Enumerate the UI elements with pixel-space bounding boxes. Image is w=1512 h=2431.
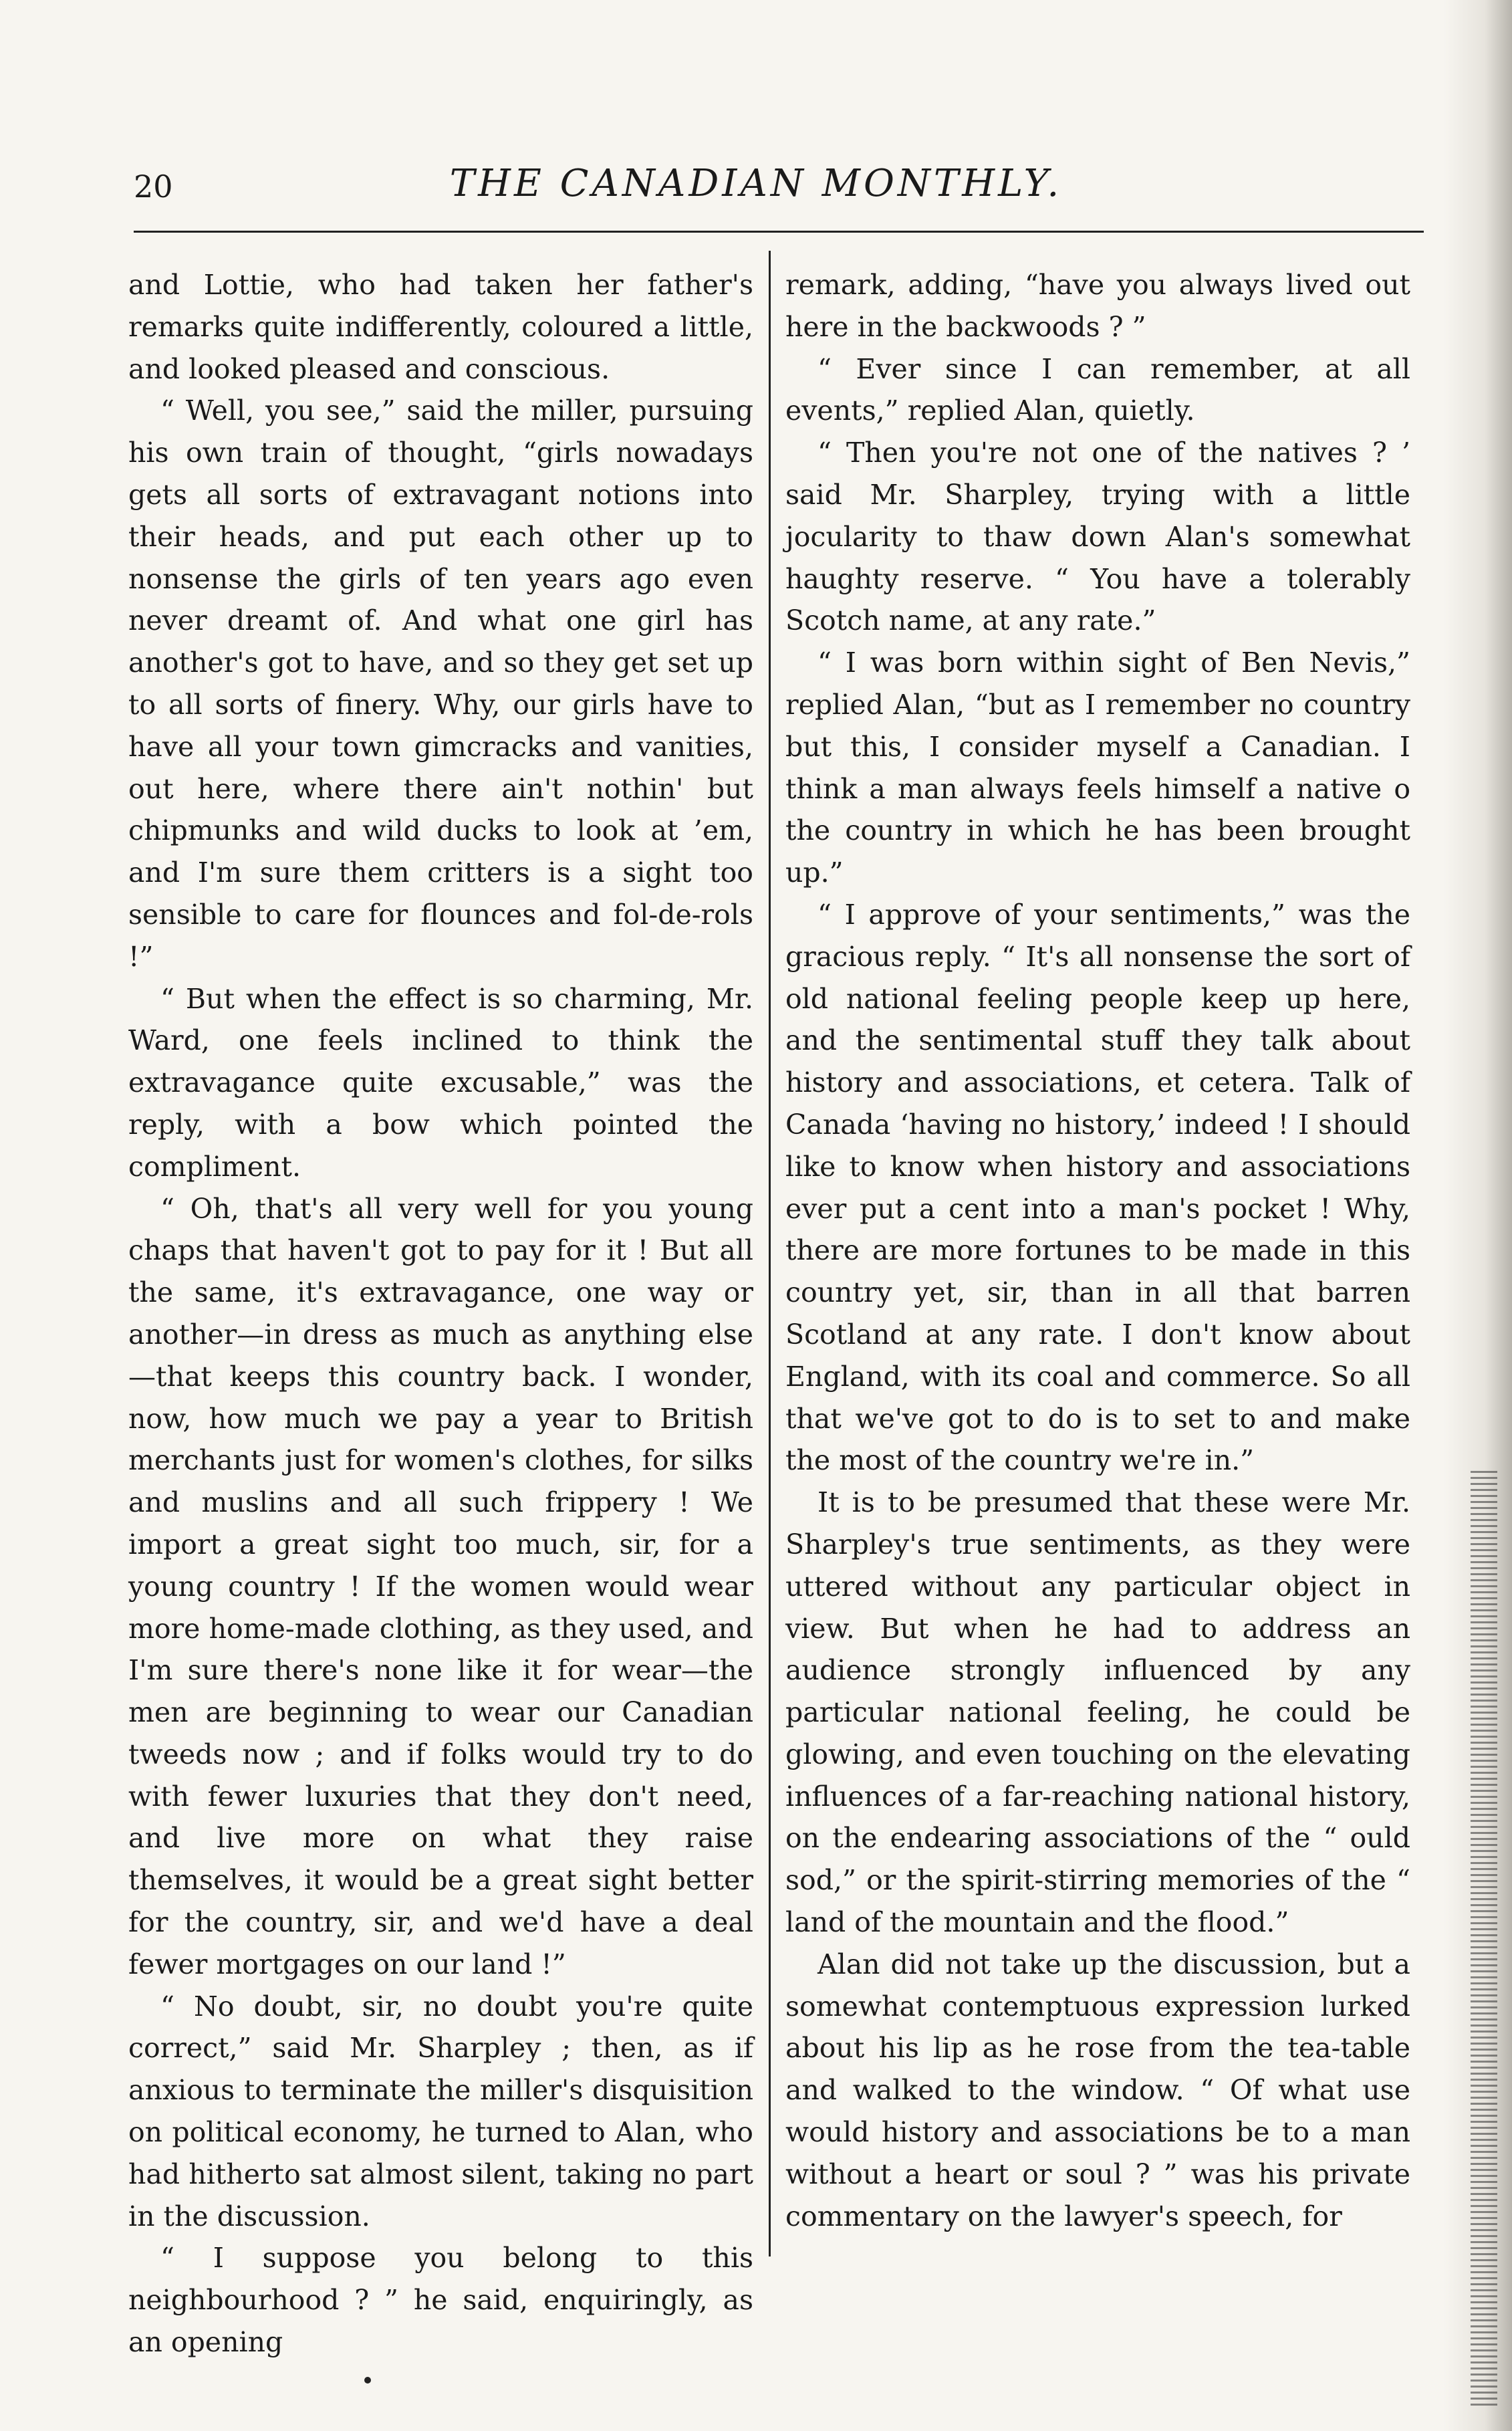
paragraph: “ I approve of your sentiments,” was the gracious reply. “ It's all nonsense the sort of old national feeling people keep up here, and the sentimental stuff they talk about history and associations, et cetera. Talk of Canada ‘having no history,’ indeed ! I should like to know when history and associations ever put a cent into a man's pocket ! Why, there are more fortunes to be made in this country yet, sir, than in all that barren Scotland at any rate. I don't know about England, with its coal and commerce. So all that we've got to do is to set to and make the most of the country we're in.”	[785, 898, 1410, 1477]
running-title: THE CANADIAN MONTHLY.	[449, 162, 1063, 205]
ink-speck	[364, 2377, 371, 2384]
paragraph: “ I was born within sight of Ben Nevis,” replied Alan, “but as I remember no country but this, I consider myself a Canadian. I think a man always feels himself a native o the country in which he has been brought up.”	[785, 647, 1410, 889]
paragraph: “ Well, you see,” said the miller, pursuing his own train of thought, “girls nowadays gets all sorts of extravagant notions into their heads, and put each other up to nonsense the girls of ten years ago even never dreamt of. And what one girl has another's got to have, and so they get set up to all sorts of finery. Why, our girls have to have all your town gimcracks and vanities, out here, where there ain't nothin' but chipmunks and wild ducks to look at ’em, and I'm sure them critters is a sight too sensible to care for flounces and fol-de-rols !”	[128, 394, 753, 973]
paragraph: “ Ever since I can remember, at all events,” replied Alan, quietly.	[785, 352, 1410, 427]
paragraph: “ No doubt, sir, no doubt you're quite correct,” said Mr. Sharpley ; then, as if anxious to terminate the miller's disquisition on political economy, he turned to Alan, who had hitherto sat almost silent, taking no part in the discussion.	[128, 1990, 753, 2232]
scan-edge-marks	[1471, 1471, 1497, 2407]
paragraph: remark, adding, “have you always lived out here in the backwoods ? ”	[785, 269, 1410, 343]
header-rule	[134, 231, 1424, 233]
paragraph: “ Oh, that's all very well for you young chaps that haven't got to pay for it ! But all the same, it's extravagance, one way or another—in dress as much as anything else —that keeps this country back. I wonder, now, how much we pay a year to British merchants just for women's clothes, for silks and muslins and all such frippery ! We import a great sight too much, sir, for a young country ! If the women would wear more home-made clothing, as they used, and I'm sure there's none like it for wear—the men are beginning to wear our Canadian tweeds now ; and if folks would try to do with fewer luxuries that they don't need, and live more on what they raise themselves, it would be a great sight better for the country, sir, and we'd have a deal fewer mortgages on our land !”	[128, 1192, 753, 1980]
paragraph: and Lottie, who had taken her father's remarks quite indifferently, coloured a little, and looked pleased and conscious.	[128, 269, 753, 385]
left-column	[128, 264, 753, 2363]
paragraph: “ But when the effect is so charming, Mr. Ward, one feels inclined to think the extravagance quite excusable,” was the reply, with a bow which pointed the compliment.	[128, 982, 753, 1183]
page-header	[0, 120, 1512, 205]
column-divider	[769, 251, 771, 2256]
paragraph: It is to be presumed that these were Mr. Sharpley's true sentiments, as they were uttered without any particular object in view. But when he had to address an audience strongly influenced by any particular national feeling, he could be glowing, and even touching on the elevating influences of a far-reaching national history, on the endearing associations of the “ ould sod,” or the spirit-stirring memories of the “ land of the mountain and the flood.”	[785, 1486, 1410, 1939]
page-number: 20	[134, 168, 173, 205]
paragraph: “ I suppose you belong to this neighbourhood ? ” he said, enquiringly, as an opening	[128, 2242, 753, 2359]
paragraph: Alan did not take up the discussion, but a somewhat contemptuous expression lurked about his lip as he rose from the tea-table and walked to the window. “ Of what use would history and associations be to a man without a heart or soul ? ” was his private commentary on the lawyer's speech, for	[785, 1948, 1410, 2232]
right-column	[785, 264, 1410, 2237]
paragraph: “ Then you're not one of the natives ? ’ said Mr. Sharpley, trying with a little jocularity to thaw down Alan's somewhat haughty reserve. “ You have a tolerably Scotch name, at any rate.”	[785, 437, 1410, 637]
